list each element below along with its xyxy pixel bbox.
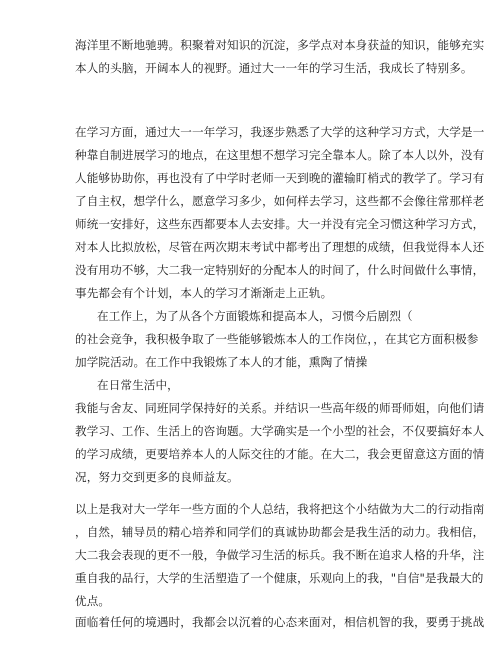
text-line: 以上是我对大一学年一些方面的个人总结，我将把这个小结做为大二的行动指南 — [75, 502, 485, 516]
text-line: 对本人比拟放松，尽管在两次期末考试中都考出了理想的成绩，但我觉得本人还 — [75, 240, 485, 254]
text-line: 教学习、工作、生活上的咨询题。大学确实是一个小型的社会，不仅要搞好本人 — [75, 424, 485, 438]
text-line: 重自我的品行，大学的生活塑造了一个健康，乐观向上的我，"自信"是我最大的 — [75, 571, 484, 585]
text-line: 的社会竞争，我积极争取了一些能够锻炼本人的工作岗位，，在其它方面积极参 — [75, 332, 479, 346]
text-line: 没有用功不够，大二我一定特别好的分配本人的时间了，什么时间做什么事情， — [75, 263, 485, 277]
text-line: 人能够协助你，再也没有了中学时老师一天到晚的灌输盯梢式的教学了。学习有 — [75, 171, 485, 185]
text-line: 我能与舍友、同班同学保持好的关系。并结识一些高年级的师哥师姐，向他们请 — [75, 401, 485, 415]
paragraph-summary — [75, 498, 485, 613]
text-line: 加学院活动。在工作中我锻炼了本人的才能，熏陶了情操 — [75, 355, 368, 369]
text-line: 况，努力交到更多的良师益友。 — [75, 470, 239, 484]
paragraph-challenge — [75, 611, 485, 634]
text-line: 优点。 — [75, 594, 111, 608]
text-line: ，自然，辅导员的精心培养和同学们的真诚协助都会是我生活的动力。我相信， — [75, 525, 485, 539]
text-line: 在学习方面，通过大一一年学习，我逐步熟悉了大学的这种学习方式，大学是一 — [75, 125, 485, 139]
text-line: 面临着任何的境遇时，我都会以沉着的心态来面对，相信机智的我，要勇于挑战 — [75, 615, 485, 629]
paragraph-intro-continued — [75, 34, 485, 80]
text-line: 种靠自制进展学习的地点，在这里想不想学习完全靠本人。除了本人以外，没有 — [75, 148, 485, 162]
paragraph-work-life — [75, 305, 485, 489]
text-line: 事先都会有个计划，本人的学习才渐渐走上正轨。 — [75, 286, 333, 300]
text-line: 的学习成绩，更要培养本人的人际交往的才能。在大二，我会更留意这方面的情 — [75, 447, 485, 461]
text-line: 在日常生活中， — [97, 378, 179, 392]
text-line: 了自主权，想学什么，愿意学习多少，如何样去学习，这些都不会像往常那样老 — [75, 194, 485, 208]
paragraph-study — [75, 121, 485, 305]
text-line: 大二我会表现的更不一般，争做学习生活的标兵。我不断在追求人格的升华，注 — [75, 548, 485, 562]
text-line: 本人的头脑，开阔本人的视野。通过大一一年的学习生活，我成长了特别多。 — [75, 61, 473, 75]
text-line: 在工作上，为了从各个方面锻炼和提高本人，习惯今后剧烈（ — [97, 309, 413, 323]
text-line: 师统一安排好，这些东西都要本人去安排。大一并没有完全习惯这种学习方式， — [75, 217, 485, 231]
text-line: 海洋里不断地驰骋。积聚着对知识的沉淀，多学点对本身获益的知识，能够充实 — [75, 38, 485, 52]
